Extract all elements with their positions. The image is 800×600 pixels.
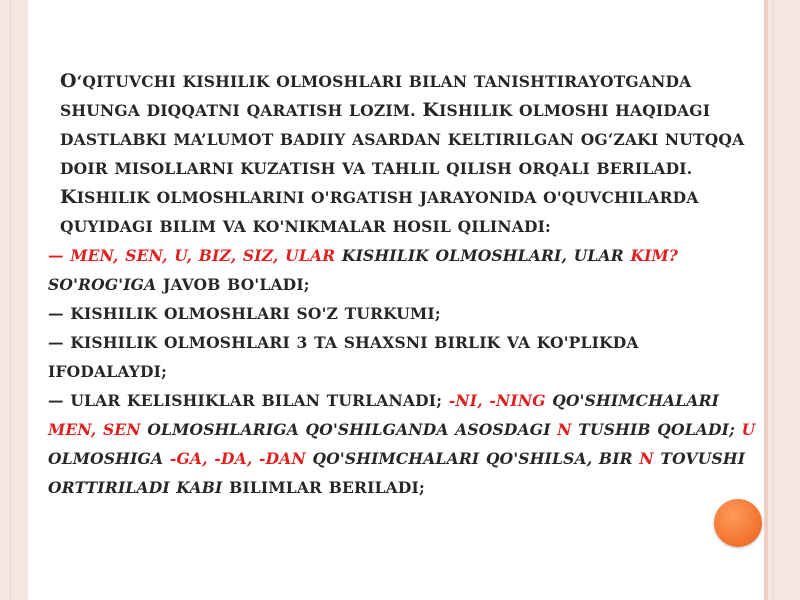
- pronoun-list: MEN, SEN, U, BIZ, SIZ, ULAR: [70, 246, 336, 265]
- question-word: KIM?: [630, 246, 679, 265]
- list-text: SO'ROG'IGA: [48, 275, 157, 294]
- right-frame-band: [764, 0, 800, 600]
- skills-intro: ISHILIK OLMOSHLARINI O'RGATISH JARAYONIDA O'QUVCHILARDA QUYIDAGI BILIM VA KO'NIKMALAR HOSIL QILINADI:: [60, 188, 699, 236]
- list-text: QO'SHIMCHALARI: [552, 391, 720, 410]
- decorative-circle: [714, 499, 762, 547]
- list-text: JAVOB BO'LADI;: [162, 275, 310, 294]
- suffix-highlight: -GA, -DA, -DAN: [169, 449, 306, 468]
- list-item: [48, 386, 760, 502]
- list-item: [48, 328, 760, 386]
- list-dash: —: [48, 391, 64, 410]
- list-dash: —: [48, 246, 64, 265]
- drop-letter: K: [60, 186, 77, 208]
- suffix-highlight: -NI, -NING: [448, 391, 546, 410]
- pronoun-highlight: MEN, SEN: [48, 420, 141, 439]
- drop-letter: O: [60, 70, 77, 92]
- list-text: KISHILIK OLMOSHLARI SO'Z TURKUMI;: [70, 304, 441, 323]
- list-dash: —: [48, 304, 64, 323]
- list-text: KISHILIK OLMOSHLARI 3 TA SHAXSNI BIRLIK VA KO'PLIKDA IFODALAYDI;: [48, 333, 639, 381]
- list-item: [48, 299, 760, 328]
- list-text: QO'SHIMCHALARI QO'SHILSA, BIR: [312, 449, 633, 468]
- left-frame-band: [0, 0, 28, 600]
- drop-letter: K: [422, 99, 440, 121]
- list-text: ULAR KELISHIKLAR BILAN TURLANADI;: [70, 391, 443, 410]
- pronoun-highlight: U: [741, 420, 756, 439]
- right-frame-line-thin: [772, 0, 774, 600]
- letter-highlight: N: [639, 449, 654, 468]
- list-text: TUSHIB QOLADI;: [578, 420, 736, 439]
- list-text: OLMOSHLARIGA QO'SHILGANDA ASOSDAGI: [147, 420, 551, 439]
- intro-sentence-1: ‘QITUVCHI KISHILIK OLMOSHLARI BILAN TANISHTIRAYOTGANDA SHUNGA DIQQATNI QARATISH LOZIM.: [60, 72, 692, 120]
- left-frame-line: [10, 0, 11, 600]
- right-frame-line: [764, 0, 768, 600]
- list-dash: —: [48, 333, 64, 352]
- list-text: BILIMLAR BERILADI;: [229, 478, 425, 497]
- list-text: OLMOSHIGA: [48, 449, 164, 468]
- paragraph-skills: [48, 183, 760, 241]
- paragraph-intro: [48, 67, 760, 183]
- list-item: [48, 241, 760, 299]
- letter-highlight: N: [557, 420, 572, 439]
- list-text: KISHILIK OLMOSHLARI, ULAR: [341, 246, 624, 265]
- list-text: TOVUSHI ORTTIRILADI KABI: [48, 449, 746, 497]
- slide-body-text: [48, 67, 760, 502]
- intro-sentence-2: ISHILIK OLMOSHI HAQIDAGI DASTLABKI MA’LUMOT BADIIY ASARDAN KELTIRILGAN OG‘ZAKI NUTQQA DOIR MISOLLARNI KUZATISH VA TAHLIL QILISH ORQALI BERILADI.: [60, 101, 745, 178]
